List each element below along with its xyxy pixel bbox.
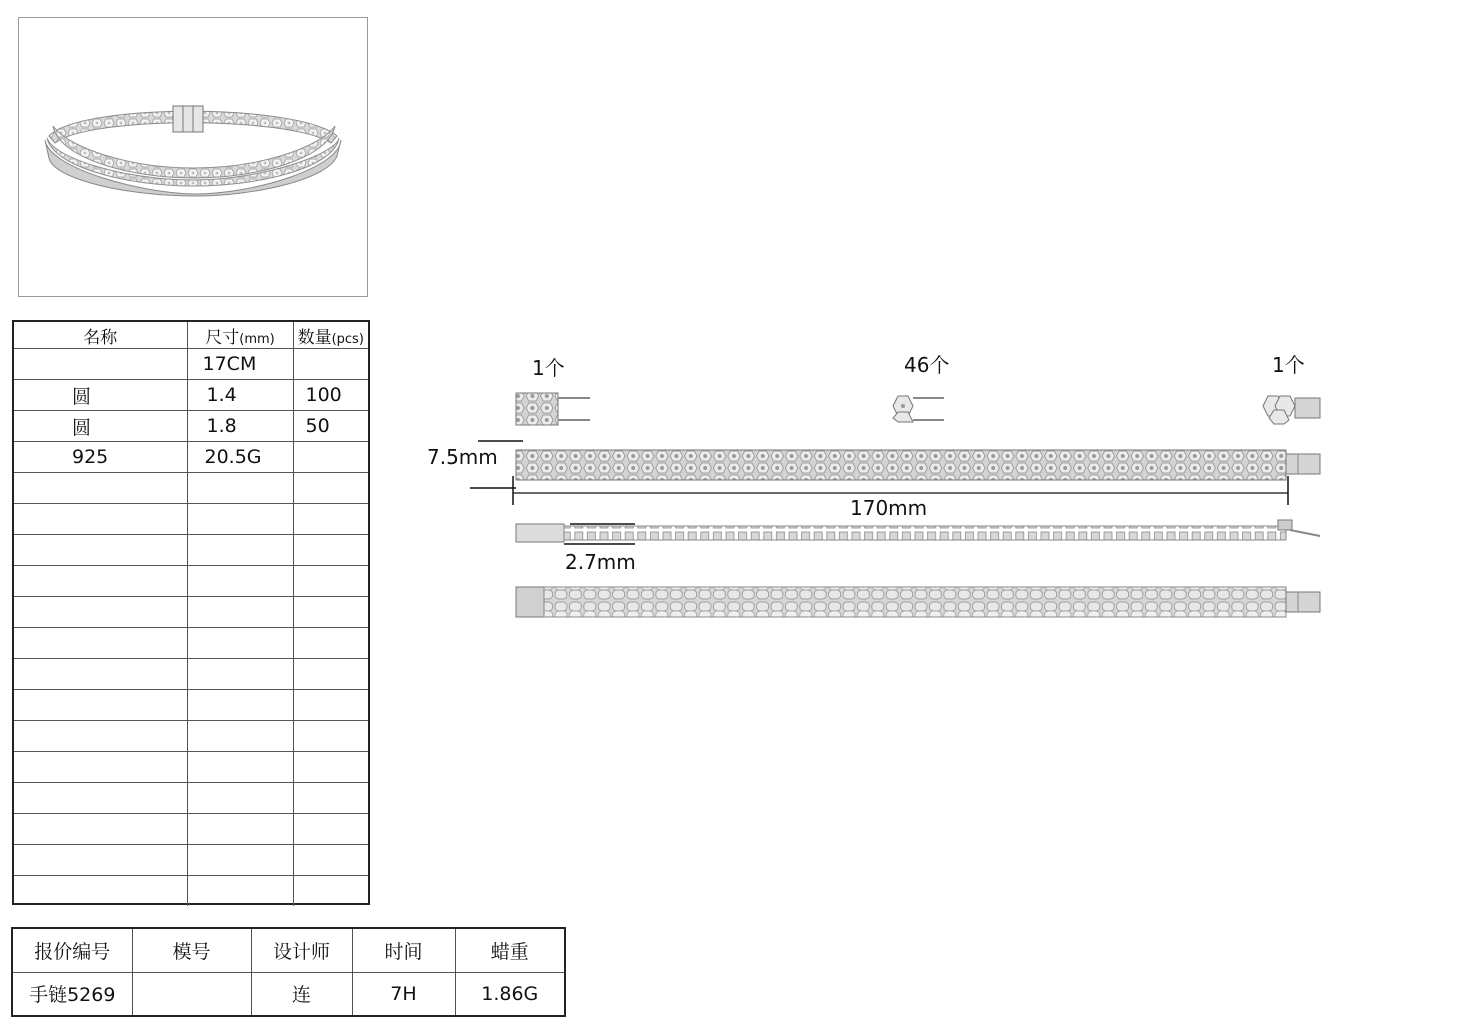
spec-row (14, 721, 368, 752)
quote-header-row (13, 929, 564, 972)
spec-row (14, 411, 368, 442)
spec-cell-size: 1.4 (187, 380, 293, 411)
spec-cell-name: 圆 (14, 380, 187, 411)
spec-cell-qty (293, 442, 368, 473)
spec-cell-name: 圆 (14, 411, 187, 442)
spec-row (14, 690, 368, 721)
quote-header-mold: 模号 (132, 929, 251, 972)
spec-cell-name: 925 (14, 442, 187, 473)
spec-cell-size: 17CM (187, 349, 293, 380)
spec-cell-qty (293, 349, 368, 380)
quote-table (11, 927, 566, 1017)
quote-value-row (13, 972, 564, 1015)
spec-table (12, 320, 370, 905)
spec-row (14, 442, 368, 473)
quote-header-designer: 设计师 (251, 929, 352, 972)
quote-value-wax-weight: 1.86G (455, 972, 564, 1015)
thickness-dimension-label: 2.7mm (565, 550, 636, 574)
spec-row (14, 535, 368, 566)
count-right-label: 1个 (1272, 353, 1305, 377)
spec-header-row (14, 322, 368, 349)
spec-row (14, 752, 368, 783)
spec-row (14, 566, 368, 597)
width-dimension-label: 7.5mm (427, 445, 498, 469)
product-photo (18, 17, 368, 297)
quote-header-time: 时间 (352, 929, 455, 972)
top-view (516, 450, 1320, 480)
quote-header-number: 报价编号 (13, 929, 132, 972)
spec-cell-qty: 100 (293, 380, 368, 411)
spec-cell-qty: 50 (293, 411, 368, 442)
back-view (516, 587, 1320, 617)
spec-row (14, 659, 368, 690)
spec-row (14, 380, 368, 411)
quote-value-time: 7H (352, 972, 455, 1015)
quote-value-number: 手链5269 (13, 972, 132, 1015)
spec-row (14, 845, 368, 876)
spec-row (14, 814, 368, 845)
spec-cell-size: 1.8 (187, 411, 293, 442)
spec-row (14, 597, 368, 628)
spec-row (14, 628, 368, 659)
spec-row (14, 504, 368, 535)
end-piece-left (516, 393, 590, 425)
header-qty: 数量(pcs) (293, 322, 368, 349)
spec-row (14, 473, 368, 504)
count-left-label: 1个 (532, 356, 565, 380)
end-piece-right (1263, 396, 1320, 424)
spec-cell-name (14, 349, 187, 380)
spec-cell-size: 20.5G (187, 442, 293, 473)
count-middle-label: 46个 (904, 353, 950, 377)
header-size: 尺寸(mm) (187, 322, 293, 349)
spec-row (14, 876, 368, 907)
quote-header-wax-weight: 蜡重 (455, 929, 564, 972)
side-view (516, 520, 1320, 542)
quote-value-mold (132, 972, 251, 1015)
header-name: 名称 (14, 322, 187, 349)
length-dimension-label: 170mm (850, 496, 928, 520)
middle-link (893, 396, 944, 422)
spec-row (14, 349, 368, 380)
spec-row (14, 783, 368, 814)
quote-value-designer: 连 (251, 972, 352, 1015)
